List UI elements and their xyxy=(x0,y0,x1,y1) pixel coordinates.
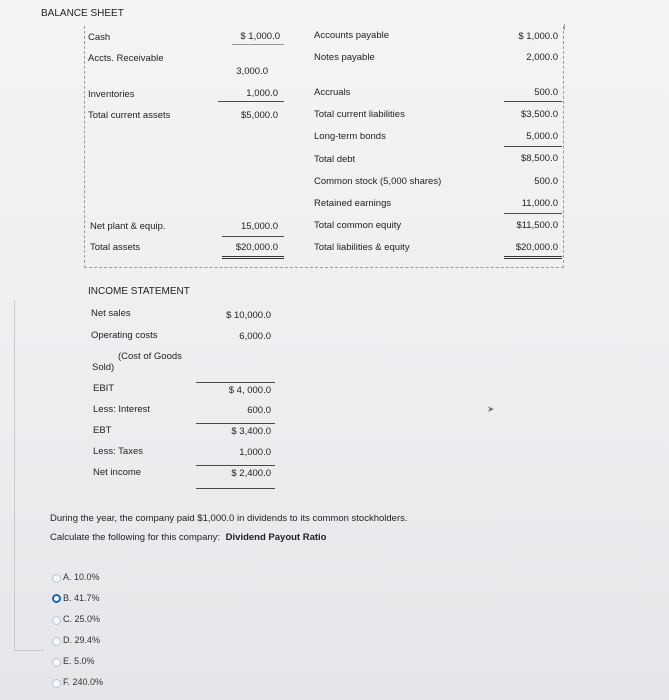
bs-right-value: 2,000.0 xyxy=(526,52,558,63)
bs-left-value: 3,000.0 xyxy=(236,66,268,77)
bs-right-value: $11,500.0 xyxy=(516,220,558,231)
bs-right-label: Total common equity xyxy=(314,220,402,231)
is-label: Net income xyxy=(93,467,142,478)
bs-left-value: $ 1,000.0 xyxy=(240,31,280,42)
subtotal-line xyxy=(196,382,275,383)
is-value: 1,000.0 xyxy=(239,447,271,458)
option-label: E. 5.0% xyxy=(63,656,95,666)
subtotal-line xyxy=(222,236,284,237)
bs-left-label: Accts. Receivable xyxy=(88,53,164,64)
total-double-line xyxy=(222,256,284,259)
bs-right-label: Accruals xyxy=(314,87,351,98)
is-label: Less: Taxes xyxy=(93,446,143,457)
subtotal-line xyxy=(504,146,562,147)
bs-right-label: Common stock (5,000 shares) xyxy=(314,176,442,187)
bs-left-label: Total current assets xyxy=(88,110,171,121)
question-prefix: Calculate the following for this company: xyxy=(50,532,221,543)
is-value: $ 3,400.0 xyxy=(231,426,271,437)
is-label: EBT xyxy=(93,425,112,436)
subtotal-line xyxy=(504,101,562,102)
bs-right-value: 5,000.0 xyxy=(526,131,558,142)
bs-left-label: Total assets xyxy=(90,242,141,253)
radio-icon[interactable] xyxy=(52,637,61,646)
subtotal-line xyxy=(196,465,275,466)
option-label: D. 29.4% xyxy=(63,635,101,645)
is-label: Operating costs xyxy=(91,330,158,341)
radio-icon[interactable] xyxy=(52,679,61,688)
bs-right-label: Total current liabilities xyxy=(314,109,405,120)
bs-left-value: $20,000.0 xyxy=(235,242,278,253)
bs-right-value: $20,000.0 xyxy=(515,242,558,253)
option-label: B. 41.7% xyxy=(63,593,100,603)
bs-right-label: Total liabilities & equity xyxy=(314,242,410,253)
total-line xyxy=(196,488,275,489)
bs-left-label: Inventories xyxy=(88,89,135,100)
bs-right-label: Notes payable xyxy=(314,52,375,63)
option-label: F. 240.0% xyxy=(63,677,104,687)
divider xyxy=(232,44,284,45)
is-value: 600.0 xyxy=(247,405,271,416)
bs-right-value: 500.0 xyxy=(534,87,558,98)
radio-icon[interactable] xyxy=(52,658,61,667)
bs-right-value: 11,000.0 xyxy=(521,198,558,209)
bs-right-value: $ 1,000.0 xyxy=(518,31,558,42)
question-prompt xyxy=(50,532,327,543)
is-value: $ 4, 000.0 xyxy=(228,385,271,396)
question-text: During the year, the company paid $1,000.0 in dividends to its common stockholders. xyxy=(50,513,408,524)
bs-left-label: Cash xyxy=(88,32,111,43)
is-value: $ 2,400.0 xyxy=(231,468,271,479)
frame-tick xyxy=(564,24,565,30)
is-label: Less: Interest xyxy=(93,404,151,415)
is-label: Sold) xyxy=(92,362,115,373)
bs-right-label: Accounts payable xyxy=(314,30,389,41)
is-label: EBIT xyxy=(93,383,115,394)
option-label: A. 10.0% xyxy=(63,572,100,582)
is-value: 6,000.0 xyxy=(239,331,271,342)
bs-right-label: Long-term bonds xyxy=(314,131,386,142)
bs-right-value: $3,500.0 xyxy=(521,109,558,120)
subtotal-line xyxy=(196,423,275,424)
bs-right-label: Retained earnings xyxy=(314,198,392,209)
question-target: Dividend Payout Ratio xyxy=(225,532,327,543)
total-double-line xyxy=(504,256,562,259)
balance-sheet-title: BALANCE SHEET xyxy=(41,8,124,19)
bs-right-value: 500.0 xyxy=(534,176,558,187)
bs-right-value: $8,500.0 xyxy=(521,153,558,164)
is-label: (Cost of Goods xyxy=(118,351,182,362)
option-label: C. 25.0% xyxy=(63,614,101,624)
is-value: $ 10,000.0 xyxy=(226,310,271,321)
bs-right-label: Total debt xyxy=(314,154,356,165)
subtotal-line xyxy=(504,213,562,214)
subtotal-line xyxy=(218,101,284,102)
radio-selected-icon[interactable] xyxy=(52,594,61,603)
radio-icon[interactable] xyxy=(52,574,61,583)
bs-left-value: 15,000.0 xyxy=(241,221,278,232)
left-border xyxy=(14,300,15,650)
mouse-cursor-icon: ➤ xyxy=(487,404,495,414)
is-label: Net sales xyxy=(91,308,131,319)
radio-icon[interactable] xyxy=(52,616,61,625)
bottom-border xyxy=(14,650,44,651)
bs-left-value: 1,000.0 xyxy=(246,88,278,99)
bs-left-value: $5,000.0 xyxy=(241,110,278,121)
income-statement-title: INCOME STATEMENT xyxy=(88,286,190,297)
bs-left-label: Net plant & equip. xyxy=(90,221,166,232)
